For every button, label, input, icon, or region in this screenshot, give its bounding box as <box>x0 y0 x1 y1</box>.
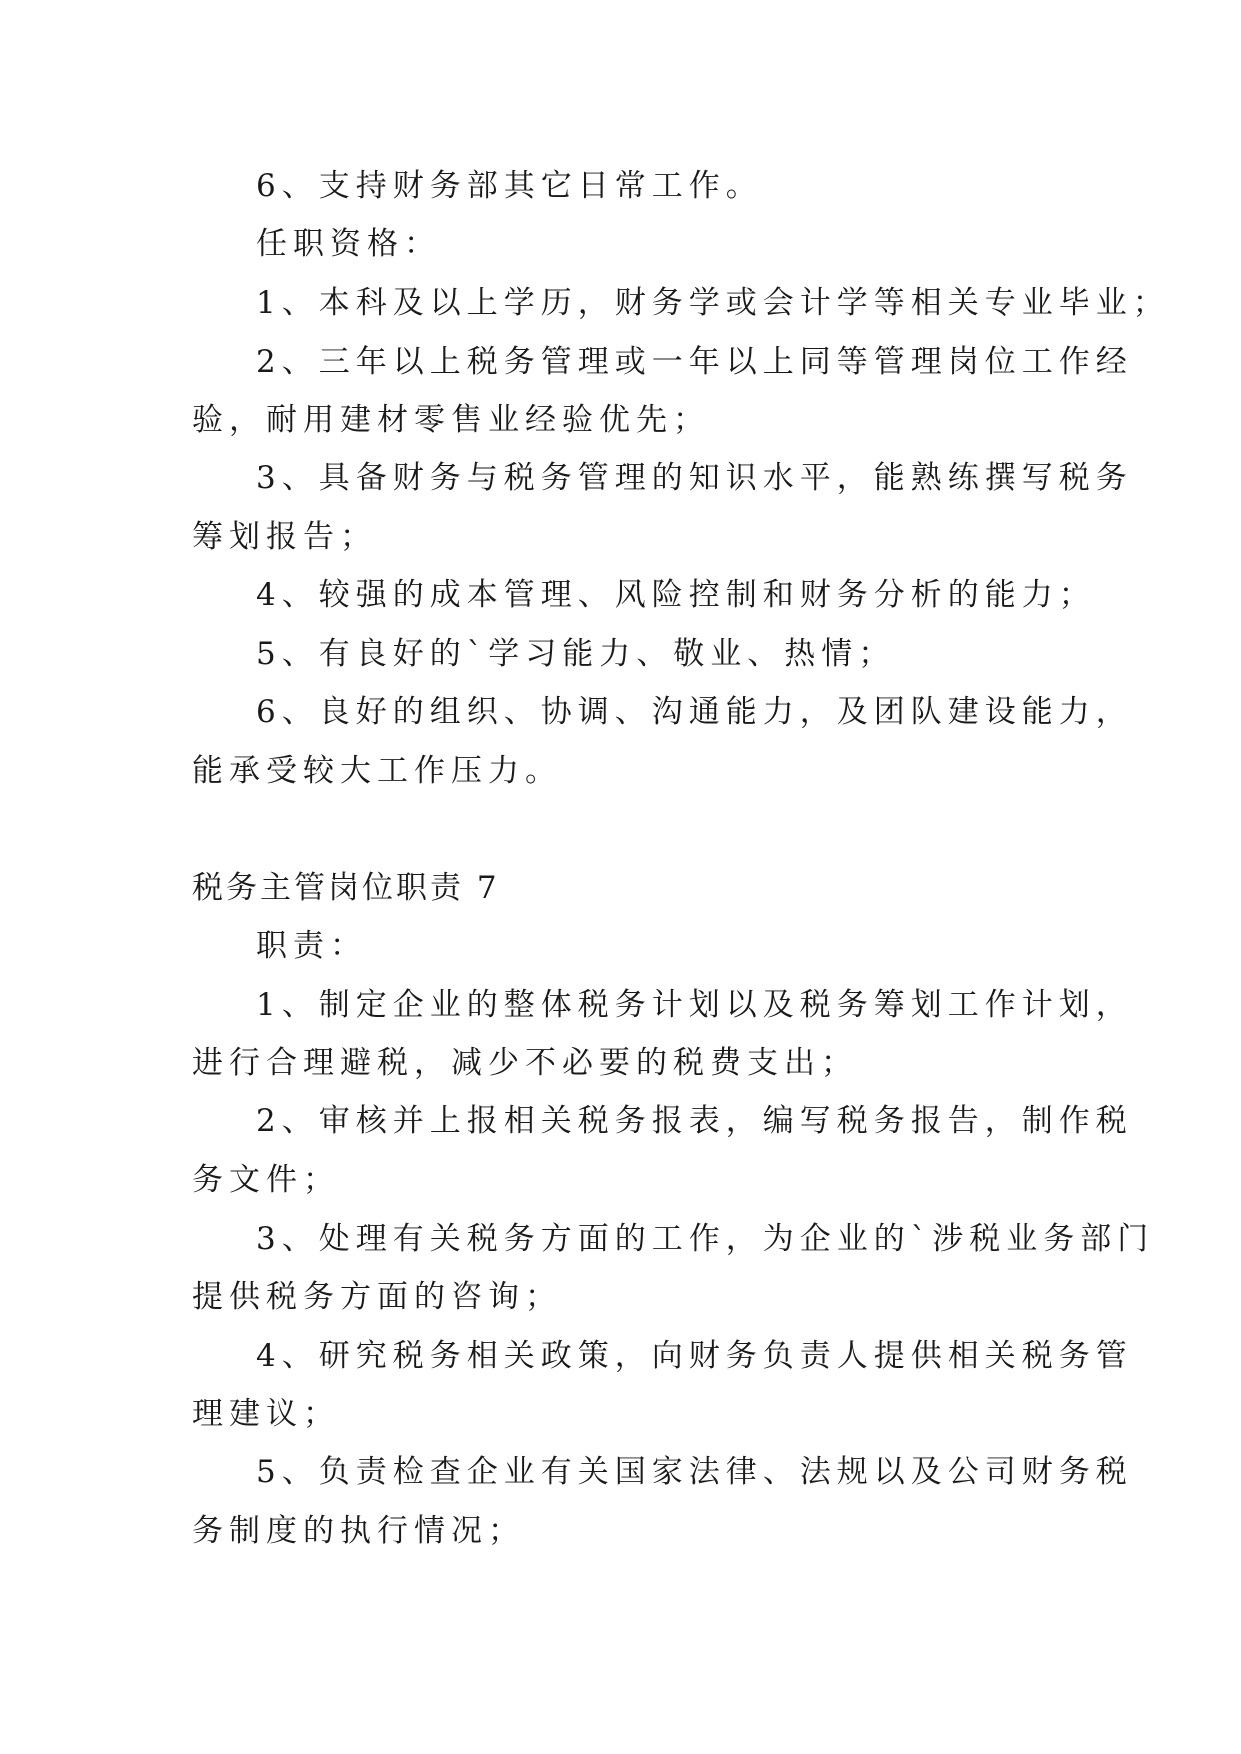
duty-5-line-1: 5、负责检查企业有关国家法律、法规以及公司财务税 <box>256 1454 1133 1490</box>
qualification-2-line-1: 2、三年以上税务管理或一年以上同等管理岗位工作经 <box>256 344 1133 380</box>
duty-2-line-1: 2、审核并上报相关税务报表，编写税务报告，制作税 <box>256 1103 1133 1139</box>
qualification-3-line-1: 3、具备财务与税务管理的知识水平，能熟练撰写税务 <box>256 460 1133 496</box>
duties-heading: 职责： <box>256 928 367 964</box>
duty-2-line-2: 务文件； <box>192 1162 340 1198</box>
qualification-6-line-1: 6、良好的组织、协调、沟通能力，及团队建设能力， <box>256 694 1133 730</box>
qualification-2-line-2: 验，耐用建材零售业经验优先； <box>192 402 710 438</box>
duty-3-line-1: 3、处理有关税务方面的工作，为企业的`涉税业务部门 <box>256 1221 1155 1257</box>
qualification-3-line-2: 筹划报告； <box>192 519 377 555</box>
section-title: 税务主管岗位职责 7 <box>192 870 500 906</box>
qualification-6-line-2: 能承受较大工作压力。 <box>192 753 562 789</box>
duty-5-line-2: 务制度的执行情况； <box>192 1513 525 1549</box>
qualification-1: 1、本科及以上学历，财务学或会计学等相关专业毕业； <box>256 285 1170 321</box>
duty-1-line-1: 1、制定企业的整体税务计划以及税务筹划工作计划， <box>256 987 1133 1023</box>
duty-4-line-2: 理建议； <box>192 1396 340 1432</box>
duty-1-line-2: 进行合理避税，减少不必要的税费支出； <box>192 1045 858 1081</box>
duty-3-line-2: 提供税务方面的咨询； <box>192 1279 562 1315</box>
qualification-5: 5、有良好的`学习能力、敬业、热情； <box>256 636 896 672</box>
item-6: 6、支持财务部其它日常工作。 <box>256 168 763 204</box>
qualifications-heading: 任职资格： <box>256 226 441 262</box>
qualification-4: 4、较强的成本管理、风险控制和财务分析的能力； <box>256 577 1096 613</box>
duty-4-line-1: 4、研究税务相关政策，向财务负责人提供相关税务管 <box>256 1338 1133 1374</box>
